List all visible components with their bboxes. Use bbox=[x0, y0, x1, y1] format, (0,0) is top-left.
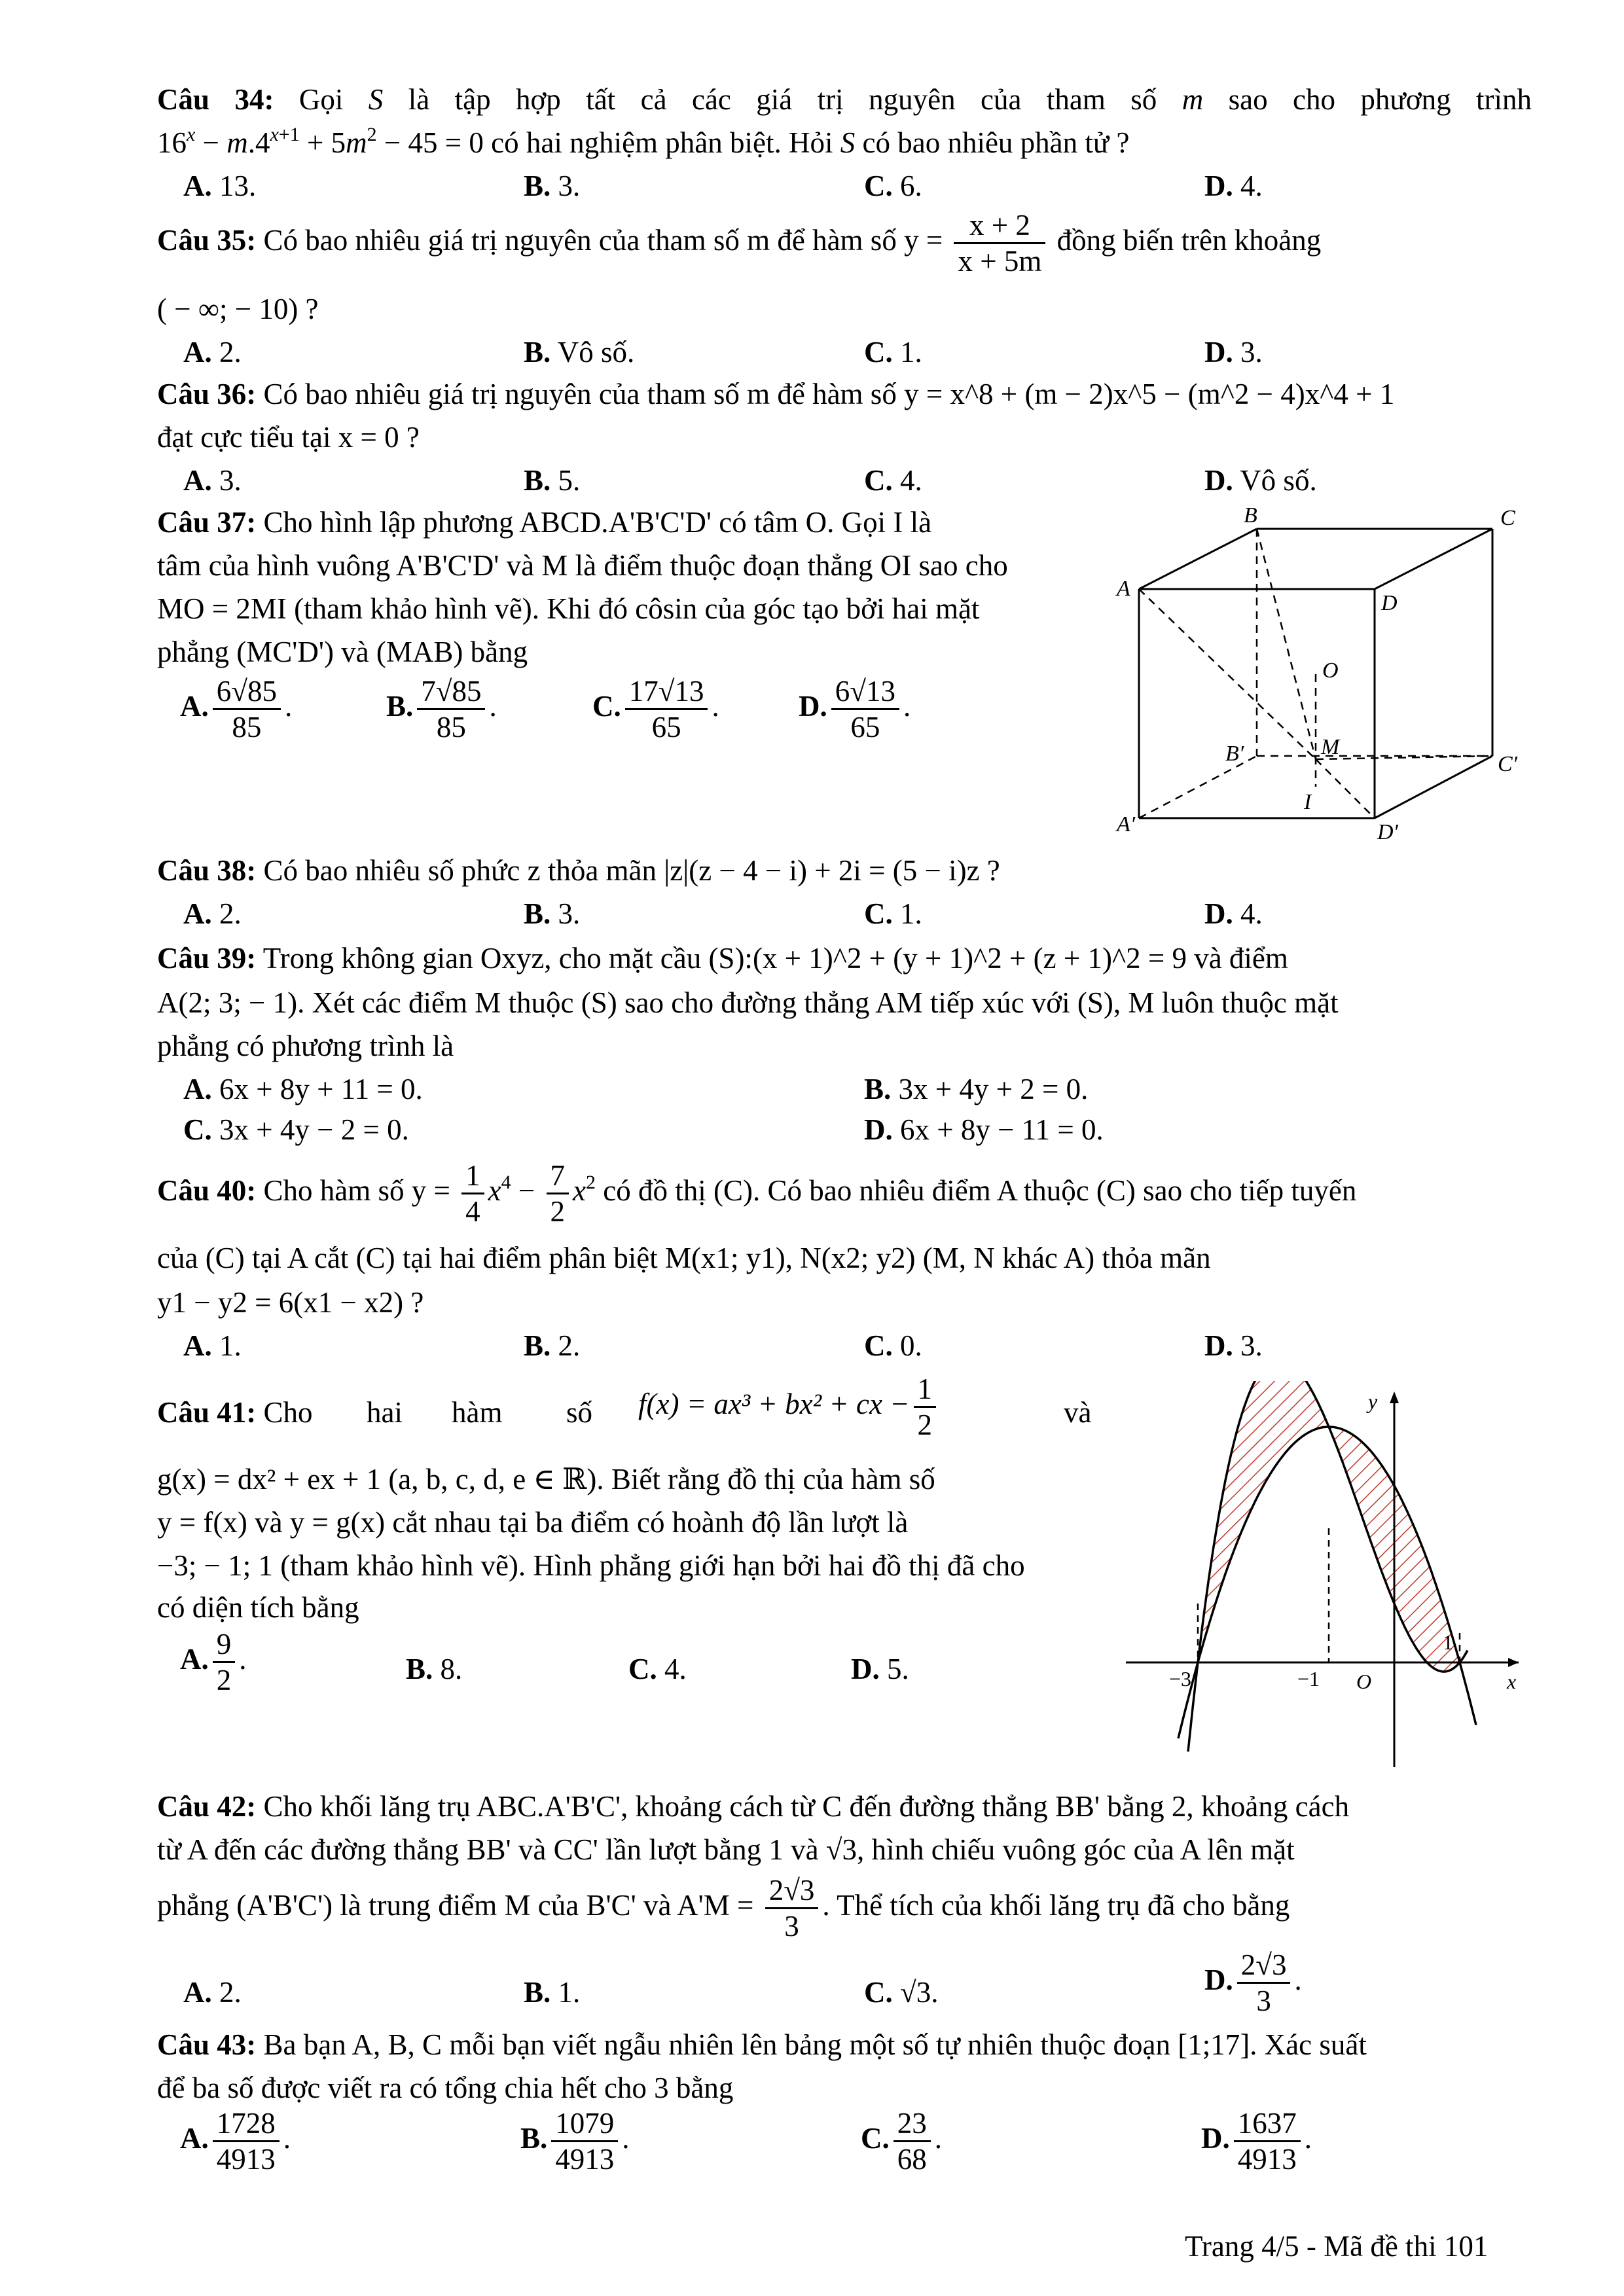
label-I: I bbox=[1304, 790, 1312, 814]
q36-option-d[interactable]: D. Vô số. bbox=[1204, 464, 1317, 497]
q35-option-d[interactable]: D. 3. bbox=[1204, 336, 1263, 368]
q41-word-ham: hàm bbox=[452, 1396, 503, 1429]
q36-label: Câu 36: bbox=[157, 378, 257, 410]
q43-line2: để ba số được viết ra có tổng chia hết cho 3 bằng bbox=[157, 2072, 734, 2104]
x-axis-arrow bbox=[1508, 1658, 1519, 1667]
q43-option-a[interactable]: A. $\frac{1728}{4913}$ . bbox=[180, 2107, 291, 2176]
q42-option-c[interactable]: C. √3. bbox=[864, 1976, 939, 2009]
q43-option-d[interactable]: D. $\frac{1637}{4913}$ . bbox=[1201, 2107, 1312, 2176]
q43-line1: Câu 43: Ba bạn A, B, C mỗi bạn viết ngẫu nhiên lên bảng một số tự nhiên thuộc đoạn [1;17]. Xác suất bbox=[157, 2028, 1367, 2061]
q41-f-expr: f(x) = ax³ + bx² + cx − $\frac{1}{2}$ bbox=[638, 1372, 940, 1442]
q35-stem-line1: Câu 35: Có bao nhiêu giá trị nguyên của tham số m để hàm số y = $\frac{x + 2}{x + 5m}$ đồng biến trên khoảng bbox=[157, 209, 1322, 278]
q35-interval: ( − ∞; − 10) ? bbox=[157, 293, 319, 325]
q40-option-b[interactable]: B. 2. bbox=[524, 1329, 581, 1362]
q42-line2: từ A đến các đường thẳng BB' và CC' lần lượt bằng 1 và √3, hình chiếu vuông góc của A lên mặt bbox=[157, 1833, 1295, 1866]
q41-option-b[interactable]: B. 8. bbox=[406, 1653, 463, 1685]
q42-option-b[interactable]: B. 1. bbox=[524, 1976, 581, 2009]
q41-option-c[interactable]: C. 4. bbox=[628, 1653, 687, 1685]
q43-option-c[interactable]: C. $\frac{23}{68}$ . bbox=[861, 2107, 942, 2176]
label-C1: C′ bbox=[1498, 752, 1518, 776]
q43-option-b[interactable]: B. $\frac{1079}{4913}$ . bbox=[520, 2107, 630, 2176]
q38-stem: Câu 38: Có bao nhiêu số phức z thỏa mãn |z|(z − 4 − i) + 2i = (5 − i)z ? bbox=[157, 854, 1000, 887]
q36-option-c[interactable]: C. 4. bbox=[864, 464, 922, 497]
q40-line3: y1 − y2 = 6(x1 − x2) ? bbox=[157, 1286, 424, 1319]
q37-line1: Câu 37: Cho hình lập phương ABCD.A'B'C'D' có tâm O. Gọi I là bbox=[157, 506, 932, 539]
label-C: C bbox=[1500, 506, 1515, 530]
q40-option-a[interactable]: A. 1. bbox=[183, 1329, 242, 1362]
q41-word-hai: hai bbox=[367, 1396, 403, 1429]
label-M: M bbox=[1321, 735, 1340, 759]
q36-stem-line1: Câu 36: Có bao nhiêu giá trị nguyên của tham số m để hàm số y = x^8 + (m − 2)x^5 − (m^2 − 4)x^4 + 1 bbox=[157, 378, 1395, 410]
q42-option-a[interactable]: A. 2. bbox=[183, 1976, 242, 2009]
q37-line2: tâm của hình vuông A'B'C'D' và M là điểm thuộc đoạn thẳng OI sao cho bbox=[157, 549, 1008, 582]
q41-word-va: và bbox=[1064, 1396, 1092, 1429]
label-1: 1 bbox=[1443, 1630, 1453, 1654]
q40-label: Câu 40: bbox=[157, 1174, 257, 1207]
q38-option-a[interactable]: A. 2. bbox=[183, 897, 242, 930]
q41-option-d[interactable]: D. 5. bbox=[851, 1653, 909, 1685]
q41-line5: có diện tích bằng bbox=[157, 1591, 359, 1624]
q35-option-c[interactable]: C. 1. bbox=[864, 336, 922, 368]
q37-line4: phẳng (MC'D') và (MAB) bằng bbox=[157, 636, 528, 668]
q35-option-a[interactable]: A. 2. bbox=[183, 336, 242, 368]
q41-line4: −3; − 1; 1 (tham khảo hình vẽ). Hình phẳng giới hạn bởi hai đồ thị đã cho bbox=[157, 1549, 1025, 1582]
label-origin: O bbox=[1356, 1670, 1372, 1693]
q40-option-d[interactable]: D. 3. bbox=[1204, 1329, 1263, 1362]
q37-option-b[interactable]: B. $\frac{7√85}{85}$ . bbox=[386, 675, 497, 744]
label-D: D bbox=[1381, 591, 1398, 615]
q34-option-d[interactable]: D. 4. bbox=[1204, 170, 1263, 202]
q41-word-so: số bbox=[566, 1396, 593, 1429]
q34-option-c[interactable]: C. 6. bbox=[864, 170, 922, 202]
label-minus1: −1 bbox=[1297, 1667, 1320, 1691]
label-minus3: −3 bbox=[1169, 1667, 1192, 1691]
q41-option-a[interactable]: A. $\frac{9}{2}$ . bbox=[180, 1628, 247, 1696]
label-A1: A′ bbox=[1117, 812, 1136, 836]
q34-option-a[interactable]: A. 13. bbox=[183, 170, 257, 202]
q40-line2: của (C) tại A cắt (C) tại hai điểm phân biệt M(x1; y1), N(x2; y2) (M, N khác A) thỏa mãn bbox=[157, 1242, 1211, 1274]
q36-option-a[interactable]: A. 3. bbox=[183, 464, 242, 497]
page-footer: Trang 4/5 - Mã đề thi 101 bbox=[1185, 2230, 1489, 2263]
label-B1: B′ bbox=[1225, 742, 1244, 766]
q42-line3: phẳng (A'B'C') là trung điểm M của B'C' và A'M = $\frac{2√3}{3}$ . Thể tích của khối lăng trụ đã cho bằng bbox=[157, 1874, 1290, 1943]
q40-frac1: $\frac{1}{4}$ bbox=[461, 1158, 484, 1229]
label-O: O bbox=[1322, 658, 1339, 683]
q34-stem-line2: $16^x - m.4^{x+1} + 5m^2 - 45 = 0$ có hai nghiệm phân biệt. Hỏi S có bao nhiêu phần tử ? bbox=[157, 124, 1130, 159]
segment-AM bbox=[1139, 589, 1316, 759]
q41-graph-figure bbox=[1126, 1381, 1532, 1774]
q35-fraction: $\frac{x + 2}{x + 5m}$ bbox=[954, 208, 1045, 278]
q36-option-b[interactable]: B. 5. bbox=[524, 464, 581, 497]
edge-DC bbox=[1375, 529, 1492, 589]
q37-option-c[interactable]: C. $\frac{17√13}{65}$ . bbox=[592, 675, 719, 744]
label-y: y bbox=[1368, 1390, 1378, 1413]
q39-line1: Câu 39: Trong không gian Oxyz, cho mặt cầu (S):(x + 1)^2 + (y + 1)^2 + (z + 1)^2 = 9 và điểm bbox=[157, 942, 1288, 975]
q42-line1: Câu 42: Cho khối lăng trụ ABC.A'B'C', khoảng cách từ C đến đường thẳng BB' bằng 2, khoảng cách bbox=[157, 1790, 1350, 1823]
q38-option-c[interactable]: C. 1. bbox=[864, 897, 922, 930]
q41-label-line: Câu 41: Cho bbox=[157, 1396, 313, 1429]
q41-line3: y = f(x) và y = g(x) cắt nhau tại ba điểm có hoành độ lần lượt là bbox=[157, 1506, 909, 1539]
edge-AB bbox=[1139, 529, 1257, 589]
q34-stem-line1: Câu 34: Gọi S là tập hợp tất cả các giá trị nguyên của tham số m sao cho phương trình bbox=[157, 83, 1532, 116]
q39-option-a[interactable]: A. 6x + 8y + 11 = 0. bbox=[183, 1073, 423, 1105]
q35-label: Câu 35: bbox=[157, 223, 257, 257]
label-A: A bbox=[1117, 577, 1130, 601]
q37-label: Câu 37: bbox=[157, 506, 257, 539]
q34-label: Câu 34: bbox=[157, 83, 274, 116]
q39-option-d[interactable]: D. 6x + 8y − 11 = 0. bbox=[864, 1113, 1104, 1146]
q40-option-c[interactable]: C. 0. bbox=[864, 1329, 922, 1362]
q39-option-b[interactable]: B. 3x + 4y + 2 = 0. bbox=[864, 1073, 1089, 1105]
segment-MD1 bbox=[1316, 759, 1375, 818]
edge-D1C1 bbox=[1375, 756, 1492, 818]
q43-label: Câu 43: bbox=[157, 2028, 257, 2061]
q38-option-d[interactable]: D. 4. bbox=[1204, 897, 1263, 930]
q42-label: Câu 42: bbox=[157, 1790, 257, 1823]
q35-option-b[interactable]: B. Vô số. bbox=[524, 336, 635, 368]
q40-frac2: $\frac{7}{2}$ bbox=[547, 1158, 569, 1229]
segment-BM bbox=[1257, 529, 1316, 759]
y-axis-arrow bbox=[1390, 1391, 1399, 1403]
q39-label: Câu 39: bbox=[157, 942, 257, 975]
q40-line1: Câu 40: Cho hàm số y = $\frac{1}{4}$ $x^4$ − $\frac{7}{2}$ $x^2$ có đồ thị (C). Có bao nhiêu điểm A thuộc (C) sao cho tiếp tuyến bbox=[157, 1159, 1357, 1228]
q41-line2: g(x) = dx² + ex + 1 (a, b, c, d, e ∈ ℝ). Biết rằng đồ thị của hàm số bbox=[157, 1463, 935, 1496]
q37-option-d[interactable]: D. $\frac{6√13}{65}$ . bbox=[799, 675, 911, 744]
q38-option-b[interactable]: B. 3. bbox=[524, 897, 581, 930]
q34-option-b[interactable]: B. 3. bbox=[524, 170, 581, 202]
q37-line3: MO = 2MI (tham khảo hình vẽ). Khi đó côsin của góc tạo bởi hai mặt bbox=[157, 592, 980, 625]
q39-line3: phẳng có phương trình là bbox=[157, 1030, 454, 1062]
label-D1: D′ bbox=[1377, 820, 1398, 844]
q38-label: Câu 38: bbox=[157, 854, 257, 887]
label-B: B bbox=[1244, 503, 1257, 528]
label-x: x bbox=[1507, 1670, 1517, 1693]
q36-stem-line2: đạt cực tiểu tại x = 0 ? bbox=[157, 421, 420, 454]
q42-option-d[interactable]: D. $\frac{2√3}{3}$ . bbox=[1204, 1948, 1302, 2017]
q37-option-a[interactable]: A. $\frac{6√85}{85}$ . bbox=[180, 675, 293, 744]
q39-option-c[interactable]: C. 3x + 4y − 2 = 0. bbox=[183, 1113, 409, 1146]
q39-line2: A(2; 3; − 1). Xét các điểm M thuộc (S) sao cho đường thẳng AM tiếp xúc với (S), M luôn thuộc mặt bbox=[157, 986, 1339, 1019]
q37-cube-figure bbox=[1113, 497, 1532, 851]
